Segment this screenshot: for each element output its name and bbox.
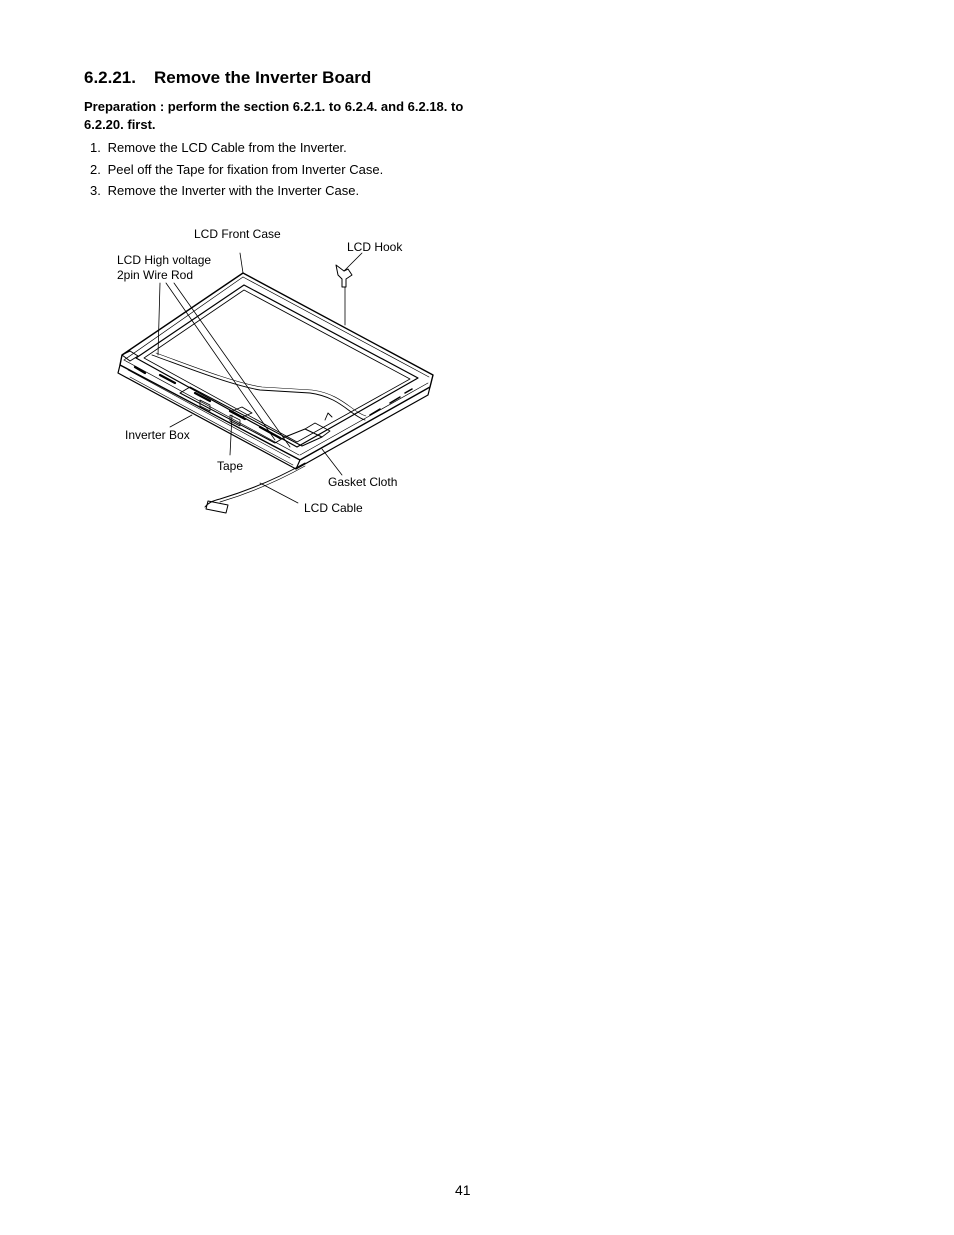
page-number: 41 [455,1182,471,1198]
label-lcd-high-voltage-1: LCD High voltage [117,253,212,267]
inverter-removal-figure [100,215,460,525]
leader-lcd-front-case [240,253,243,273]
label-lcd-cable: LCD Cable [304,501,363,515]
section-title: Remove the Inverter Board [154,68,372,87]
label-gasket-cloth: Gasket Cloth [328,475,398,489]
leader-lcd-cable [260,483,298,503]
leader-wire-rod-1 [158,283,160,355]
label-lcd-front-case: LCD Front Case [194,227,281,241]
label-lcd-hook: LCD Hook [347,240,403,254]
leader-gasket-cloth [322,449,342,475]
step-item: 3. Remove the Inverter with the Inverter Case. [90,183,360,198]
section-number: 6.2.21. [84,68,136,87]
preparation-note: Preparation : perform the section 6.2.1. to 6.2.4. and 6.2.18. to 6.2.20. first. [84,99,464,132]
lcd-hook-shape [336,265,352,287]
step-item: 1. Remove the LCD Cable from the Inverter. [90,140,347,155]
label-inverter-box: Inverter Box [125,428,190,442]
label-tape: Tape [217,459,244,473]
label-lcd-high-voltage-2: 2pin Wire Rod [117,268,194,282]
step-list [90,137,383,202]
leader-wire-rod-2 [166,283,275,440]
step-item: 2. Peel off the Tape for fixation from Inverter Case. [90,161,384,177]
leader-inverter-box [170,415,192,427]
section-heading [84,68,371,88]
wire-rod [152,355,365,420]
leader-lcd-hook [344,253,362,271]
